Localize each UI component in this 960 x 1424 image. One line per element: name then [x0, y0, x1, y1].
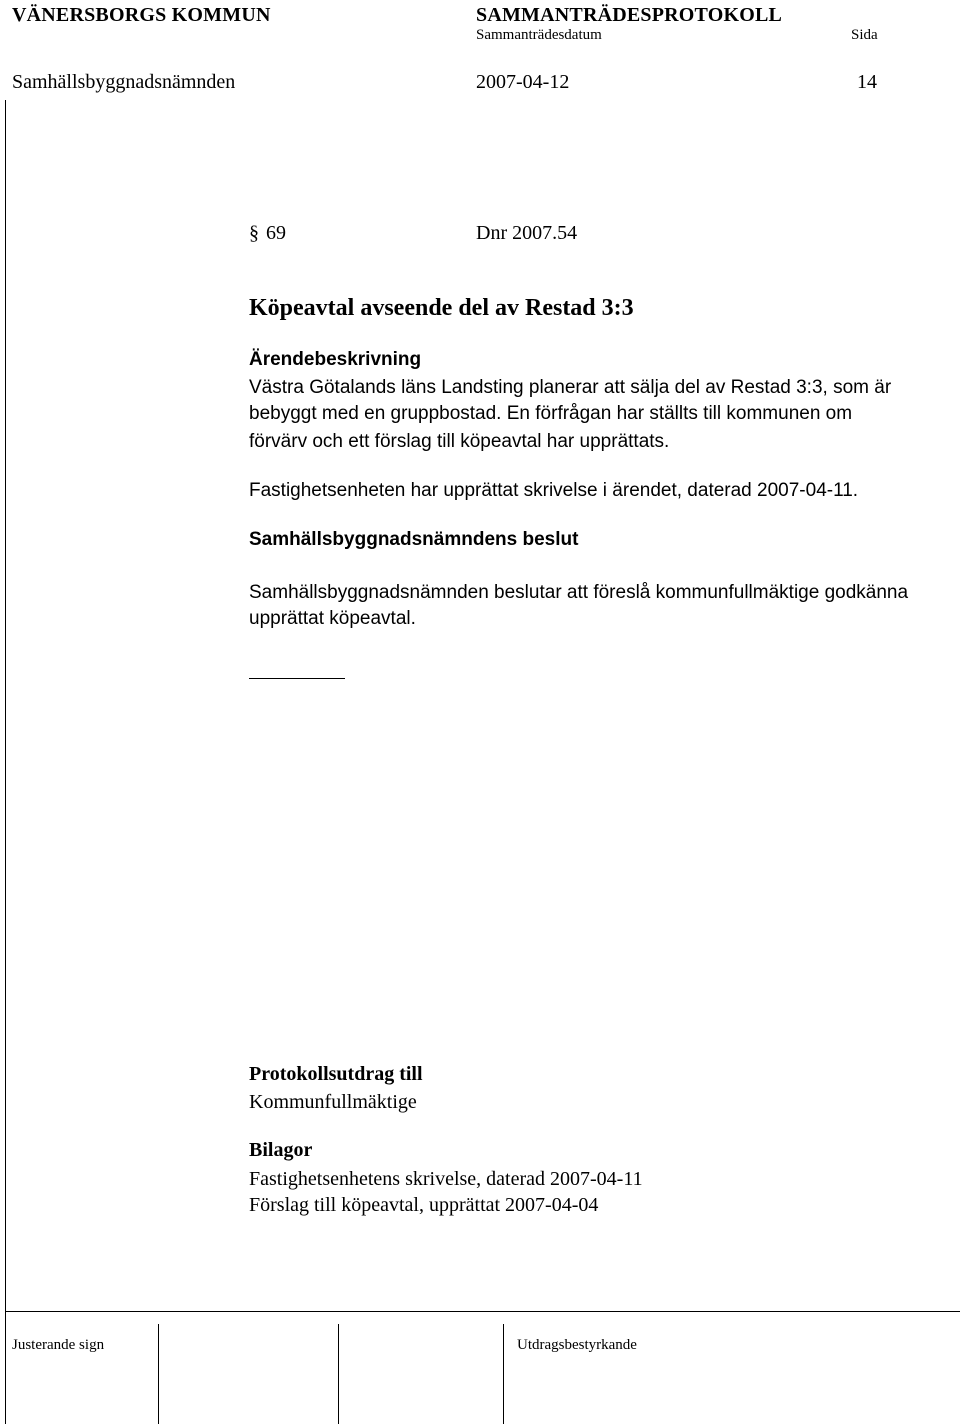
- description-line-1: Västra Götalands läns Landsting planerar att sälja del av Restad 3:3, som är: [249, 377, 892, 398]
- footer-divider: [158, 1324, 159, 1424]
- footer-left-border: [5, 1311, 6, 1424]
- footer-top-border: [5, 1311, 960, 1312]
- section-number: 69: [266, 222, 286, 244]
- adjusting-signature-label: Justerande sign: [12, 1337, 105, 1353]
- decision-line-1: Samhällsbyggnadsnämnden beslutar att föreslå kommunfullmäktige godkänna: [249, 582, 909, 603]
- committee-name: Samhällsbyggnadsnämnden: [12, 71, 236, 93]
- description-line-2-cont: En förfrågan har ställts till kommunen om: [506, 403, 853, 424]
- municipality-name: VÄNERSBORGS KOMMUN: [12, 4, 271, 26]
- meeting-date-label: Sammanträdesdatum: [476, 27, 602, 43]
- certified-extract-label: Utdragsbestyrkande: [517, 1337, 637, 1353]
- page-label: Sida: [851, 27, 878, 43]
- footer-divider: [503, 1324, 504, 1424]
- decision-heading: Samhällsbyggnadsnämndens beslut: [249, 529, 579, 550]
- attachment-item: Förslag till köpeavtal, upprättat 2007-04-04: [249, 1194, 599, 1216]
- item-title: Köpeavtal avseende del av Restad 3:3: [249, 295, 634, 321]
- reference-number: Dnr 2007.54: [476, 222, 578, 244]
- description-line-2: [249, 400, 852, 427]
- distribution-recipient: Kommunfullmäktige: [249, 1091, 417, 1113]
- separator-rule: [249, 678, 345, 679]
- meeting-date: 2007-04-12: [476, 71, 570, 93]
- attachments-heading: Bilagor: [249, 1139, 313, 1161]
- footer-divider: [338, 1324, 339, 1424]
- decision-line-2: upprättat köpeavtal.: [249, 608, 416, 629]
- distribution-heading: Protokollsutdrag till: [249, 1063, 423, 1085]
- description-heading: Ärendebeskrivning: [249, 349, 422, 370]
- attachment-item: Fastighetsenhetens skrivelse, daterad 2007-04-11: [249, 1168, 643, 1190]
- description-line-3: förvärv och ett förslag till köpeavtal har upprättats.: [249, 431, 670, 452]
- left-margin-line: [5, 100, 6, 1312]
- page-number: 14: [857, 71, 877, 93]
- description-paragraph-2: Fastighetsenheten har upprättat skrivelse i ärendet, daterad 2007-04-11.: [249, 480, 859, 501]
- document-type: SAMMANTRÄDESPROTOKOLL: [476, 4, 783, 26]
- section-symbol: §: [249, 222, 259, 244]
- description-line-2-start: bebyggt med en gruppbostad.: [249, 403, 502, 424]
